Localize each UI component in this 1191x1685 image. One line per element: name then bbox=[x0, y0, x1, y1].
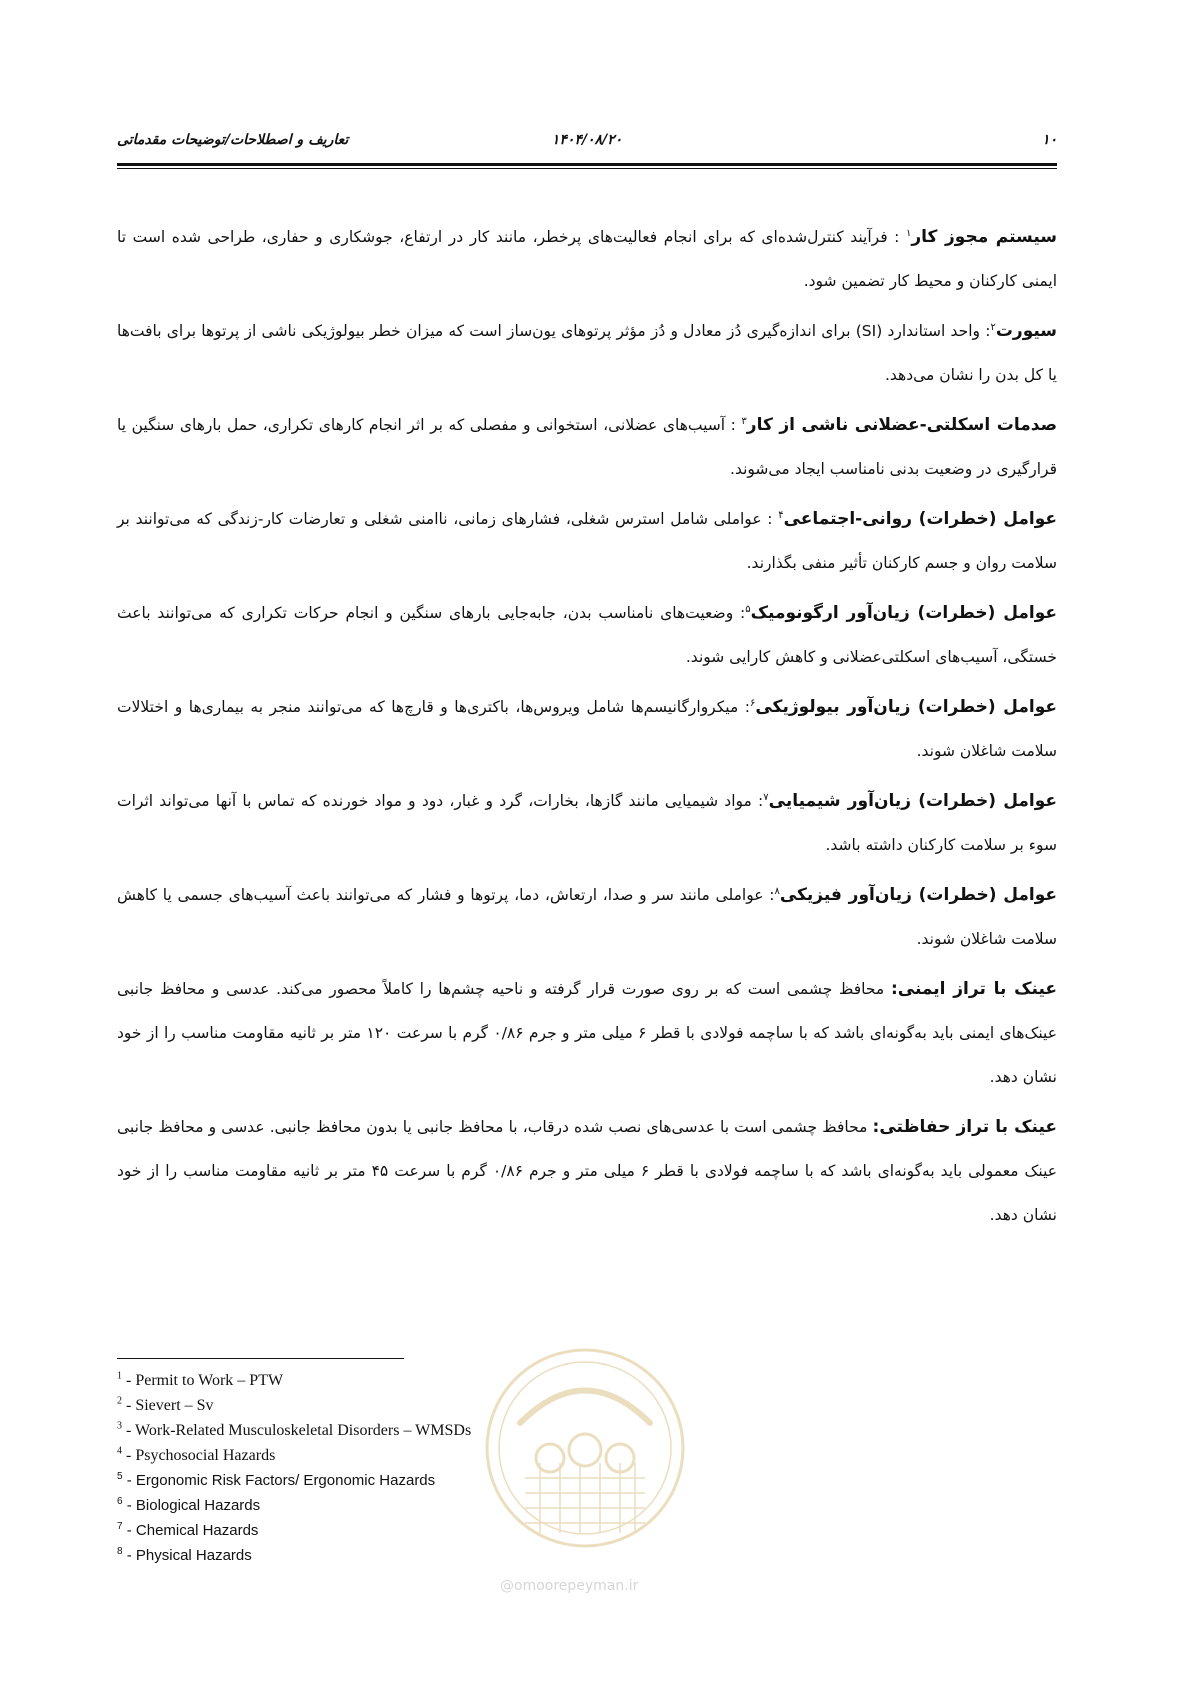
definition-separator: : bbox=[725, 416, 742, 434]
definition-term: عینک با تراز ایمنی: bbox=[890, 979, 1057, 999]
definition-paragraph bbox=[117, 215, 1057, 303]
footnote-text: - Sievert – Sv bbox=[122, 1397, 214, 1414]
footnote-ref: ۳ bbox=[741, 415, 747, 427]
footnote-text: - Psychosocial Hazards bbox=[122, 1447, 276, 1464]
footnote-number: 4 bbox=[117, 1445, 122, 1457]
footnote bbox=[117, 1368, 817, 1393]
footnote-ref: ۲ bbox=[990, 321, 996, 333]
definition-paragraph bbox=[117, 591, 1057, 679]
footnotes bbox=[117, 1368, 817, 1568]
footnote bbox=[117, 1543, 817, 1568]
footnote bbox=[117, 1443, 817, 1468]
footnote-rule bbox=[117, 1358, 404, 1359]
definition-paragraph bbox=[117, 873, 1057, 961]
footnote-number: 3 bbox=[117, 1420, 122, 1432]
definition-term: صدمات اسکلتی-عضلانی ناشی از کار bbox=[746, 415, 1057, 435]
definition-paragraph bbox=[117, 1105, 1057, 1237]
definition-separator: : bbox=[738, 698, 750, 716]
footnote-text: - Chemical Hazards bbox=[122, 1522, 259, 1539]
footnote-number: 5 bbox=[117, 1471, 123, 1482]
footnote bbox=[117, 1493, 817, 1518]
definition-paragraph bbox=[117, 685, 1057, 773]
definition-term: عوامل (خطرات) روانی-اجتماعی bbox=[783, 509, 1058, 529]
footnote bbox=[117, 1518, 817, 1543]
definition-text: عواملی شامل استرس شغلی، فشارهای زمانی، ناامنی شغلی و تعارضات کار-زندگی که می‌توانند بر سلامت روان و جسم کارکنان تأثیر منفی بگذارند. bbox=[117, 510, 1057, 572]
definition-separator: : bbox=[887, 228, 906, 246]
watermark-handle: @omoorepeyman.ir bbox=[500, 1578, 639, 1594]
definition-text: عواملی مانند سر و صدا، ارتعاش، دما، پرتوها و فشار که می‌توانند باعث آسیب‌های جسمی یا کاهش سلامت شاغلان شوند. bbox=[117, 886, 1057, 948]
footnote-text: - Physical Hazards bbox=[122, 1547, 252, 1564]
definition-paragraph bbox=[117, 403, 1057, 491]
footnote-number: 2 bbox=[117, 1395, 122, 1407]
definition-paragraph bbox=[117, 309, 1057, 397]
definition-separator: : bbox=[763, 886, 775, 904]
definition-separator: : bbox=[733, 604, 746, 622]
definition-paragraph bbox=[117, 497, 1057, 585]
footnote-ref: ۱ bbox=[906, 227, 912, 239]
definition-text: فرآیند کنترل‌شده‌ای که برای انجام فعالیت‌های پرخطر، مانند کار در ارتفاع، جوشکاری و حفاری، طراحی شده است تا ایمنی کارکنان و محیط کار تضمین شود. bbox=[117, 228, 1057, 290]
header-rule-thin bbox=[117, 168, 1057, 169]
definition-term: عوامل (خطرات) زیان‌آور شیمیایی bbox=[768, 791, 1058, 811]
definition-paragraph bbox=[117, 779, 1057, 867]
footnote-ref: ۵ bbox=[745, 603, 751, 615]
definition-text: آسیب‌های عضلانی، استخوانی و مفصلی که بر اثر انجام کارهای تکراری، حمل بارهای سنگین یا قرارگیری در وضعیت بدنی نامناسب ایجاد می‌شوند. bbox=[117, 416, 1057, 478]
definition-text: محافظ چشمی است که بر روی صورت قرار گرفته و ناحیه چشم‌ها را کاملاً محصور می‌کند. عدسی و محافظ جانبی عینک‌های ایمنی باید به‌گونه‌ای باشد که با ساچمه فولادی با قطر ۶ میلی متر و جرم ۰/۸۶ گرم با سرعت ۱۲۰ متر بر ثانیه مقاومت مناسب را از خود نشان دهد. bbox=[117, 980, 1057, 1086]
footnote bbox=[117, 1393, 817, 1418]
definition-term: عوامل (خطرات) زیان‌آور فیزیکی bbox=[779, 885, 1057, 905]
definition-separator: : bbox=[761, 510, 779, 528]
definition-term: عوامل (خطرات) زیان‌آور ارگونومیک bbox=[750, 603, 1057, 623]
footnote-text: - Ergonomic Risk Factors/ Ergonomic Hazards bbox=[122, 1472, 436, 1489]
page-header bbox=[117, 132, 1057, 162]
definitions-body bbox=[117, 215, 1057, 1243]
footnote-text: - Permit to Work – PTW bbox=[122, 1372, 284, 1389]
definition-term: سیستم مجوز کار bbox=[911, 227, 1058, 247]
footnote-number: 1 bbox=[117, 1370, 122, 1382]
definition-text: میکروارگانیسم‌ها شامل ویروس‌ها، باکتری‌ها و قارچ‌ها که می‌توانند منجر به بیماری‌ها و اختلالات سلامت شاغلان شوند. bbox=[117, 698, 1057, 760]
header-date: ۱۴۰۴/۰۸/۲۰ bbox=[551, 132, 623, 148]
definition-text: وضعیت‌های نامناسب بدن، جابه‌جایی بارهای سنگین و انجام حرکات تکراری که می‌توانند باعث خستگی، آسیب‌های اسکلتی‌عضلانی و کاهش کارایی شوند. bbox=[117, 604, 1057, 666]
definition-text: مواد شیمیایی مانند گازها، بخارات، گرد و غبار، دود و مواد خورنده که تماس با آنها می‌تواند اثرات سوء بر سلامت کارکنان داشته باشد. bbox=[117, 792, 1057, 854]
footnote-ref: ۴ bbox=[778, 509, 784, 521]
footnote-ref: ۸ bbox=[774, 885, 780, 897]
definition-separator: : bbox=[980, 322, 991, 340]
footnote-number: 8 bbox=[117, 1546, 123, 1557]
footnote bbox=[117, 1468, 817, 1493]
definition-separator: : bbox=[751, 792, 764, 810]
footnote-ref: ۷ bbox=[763, 791, 769, 803]
footnote-ref: ۶ bbox=[749, 697, 756, 709]
definition-term: عینک با تراز حفاظتی: bbox=[872, 1117, 1058, 1137]
definition-paragraph bbox=[117, 967, 1057, 1099]
footnote-text: - Work-Related Musculoskeletal Disorders – WMSDs bbox=[122, 1422, 472, 1439]
footnote-number: 6 bbox=[117, 1496, 123, 1507]
definition-separator bbox=[884, 980, 891, 998]
footnote-number: 7 bbox=[117, 1521, 123, 1532]
footnote bbox=[117, 1418, 817, 1443]
definition-term: سیورت bbox=[995, 321, 1058, 341]
section-title: تعاریف و اصطلاحات/توضیحات مقدماتی bbox=[117, 132, 349, 148]
definition-text: محافظ چشمی است با عدسی‌های نصب شده درقاب، با محافظ جانبی یا بدون محافظ جانبی. عدسی و محافظ جانبی عینک معمولی باید به‌گونه‌ای باشد که با ساچمه فولادی با قطر ۶ میلی متر و جرم ۰/۸۶ گرم با سرعت ۴۵ متر بر ثانیه مقاومت مناسب را از خود نشان دهد. bbox=[117, 1118, 1058, 1224]
footnote-text: - Biological Hazards bbox=[122, 1497, 261, 1514]
header-rule-thick bbox=[117, 163, 1057, 166]
page-number: ۱۰ bbox=[1041, 132, 1057, 148]
definition-text: واحد استاندارد (SI) برای اندازه‌گیری دُز معادل و دُز مؤثر پرتوهای یون‌ساز است که میزان خطر بیولوژیکی ناشی از پرتوها برای بافت‌ها یا کل بدن را نشان می‌دهد. bbox=[117, 322, 1057, 384]
definition-term: عوامل (خطرات) زیان‌آور بیولوژیکی bbox=[755, 697, 1057, 717]
